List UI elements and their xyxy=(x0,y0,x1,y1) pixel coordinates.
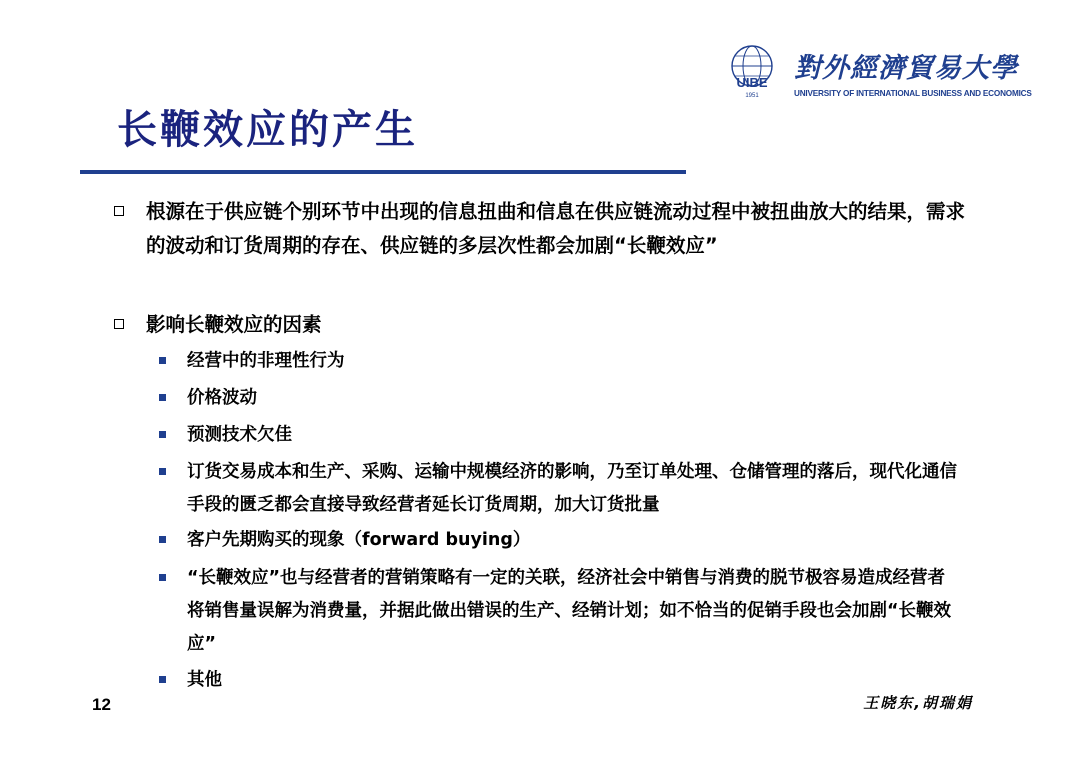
sub-bullet xyxy=(187,382,962,415)
sub-bullet-text: 预测技术欠佳 xyxy=(187,425,292,445)
title-underline xyxy=(80,170,686,174)
filled-square-bullet-icon xyxy=(159,536,166,543)
filled-square-bullet-icon xyxy=(159,357,166,364)
sub-bullet-text: 订货交易成本和生产、采购、运输中规模经济的影响，乃至订单处理、仓储管理的落后，现代化通信手段的匮乏都会直接导致经营者延长订货周期，加大订货批量 xyxy=(187,462,957,515)
sub-bullet xyxy=(187,456,962,522)
emblem-text: UIBE xyxy=(736,75,768,90)
sub-bullet xyxy=(187,419,962,452)
sub-bullet-text: 客户先期购买的现象（forward buying） xyxy=(187,530,531,550)
square-bullet-icon xyxy=(114,319,124,329)
university-chinese-name: 對外經濟貿易大學 xyxy=(794,53,1018,84)
sub-bullet-text: 其他 xyxy=(187,670,222,690)
sub-bullet xyxy=(187,664,962,697)
sub-bullet xyxy=(187,562,962,661)
university-logo xyxy=(722,42,1032,104)
filled-square-bullet-icon xyxy=(159,468,166,475)
filled-square-bullet-icon xyxy=(159,574,166,581)
square-bullet-icon xyxy=(114,206,124,216)
filled-square-bullet-icon xyxy=(159,431,166,438)
sub-bullet xyxy=(187,345,962,378)
sub-bullet xyxy=(187,524,962,557)
author-credit: 王晓东,胡瑞娟 xyxy=(863,694,973,712)
sub-bullet-text: 经营中的非理性行为 xyxy=(187,351,345,371)
bullet-root-cause xyxy=(146,195,966,263)
slide-title: 长鞭效应的产生 xyxy=(117,107,418,153)
emblem-year: 1951 xyxy=(745,93,759,99)
university-english-name: UNIVERSITY OF INTERNATIONAL BUSINESS AND ECONOMICS xyxy=(794,89,1032,98)
filled-square-bullet-icon xyxy=(159,676,166,683)
bullet-text: 根源在于供应链个别环节中出现的信息扭曲和信息在供应链流动过程中被扭曲放大的结果，需求的波动和订货周期的存在、供应链的多层次性都会加剧“长鞭效应” xyxy=(146,200,966,257)
bullet-factors xyxy=(146,308,966,342)
page-number: 12 xyxy=(92,695,111,714)
bullet-text: 影响长鞭效应的因素 xyxy=(146,313,322,336)
sub-bullet-text: “长鞭效应”也与经营者的营销策略有一定的关联，经济社会中销售与消费的脱节极容易造成经营者将销售量误解为消费量，并据此做出错误的生产、经销计划；如不恰当的促销手段也会加剧“长鞭效应” xyxy=(187,568,951,654)
sub-bullet-text: 价格波动 xyxy=(187,388,257,408)
filled-square-bullet-icon xyxy=(159,394,166,401)
uibe-emblem-icon xyxy=(722,42,782,100)
